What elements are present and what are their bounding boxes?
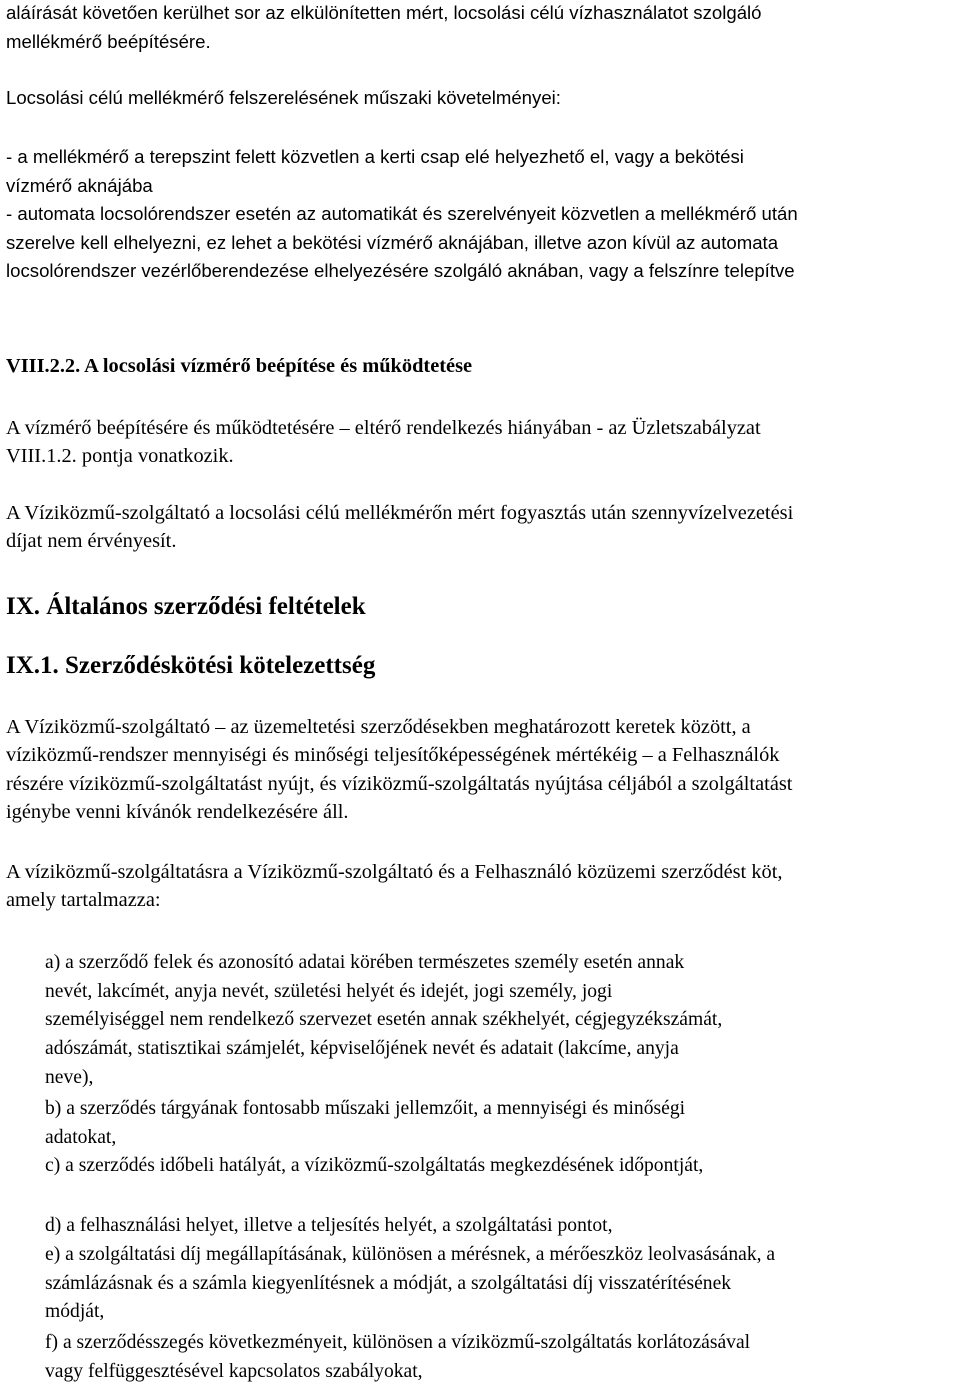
- list-item-f: f) a szerződésszegés következményeit, különösen a víziközmű-szolgáltatás korlátozásával vagy felfüggesztésével kapcsolatos szabályokat,: [45, 1332, 751, 1382]
- section-heading-ix-1: IX.1. Szerződéskötési kötelezettség: [6, 652, 376, 679]
- section-viii-2-2-paragraph-2: A Víziközmű-szolgáltató a locsolási célú mellékmérőn mért fogyasztás után szennyvízelvezetési díjat nem érvényesít.: [6, 502, 794, 553]
- section-heading-viii-2-2: VIII.2.2. A locsolási vízmérő beépítése és működtetése: [6, 355, 473, 377]
- requirements-title: Locsolási célú mellékmérő felszerelésének műszaki követelményei:: [6, 87, 561, 108]
- section-ix-1-paragraph-1: A Víziközmű-szolgáltató – az üzemeltetési szerződésekben meghatározott keretek között, a víziközmű-rendszer mennyiségi és minőségi teljesítőképességének mértékéig – a Felhasználók részére víziközmű-szolgáltatást nyújt, és víziközmű-szolgáltatás nyújtása céljából a szolgáltatást igénybe venni kívánók rendelkezésére áll.: [6, 716, 793, 824]
- chapter-heading-ix: IX. Általános szerződési feltételek: [6, 593, 366, 620]
- intro-line-2: mellékmérő beépítésére.: [6, 30, 211, 52]
- list-item-d: d) a felhasználási helyet, illetve a teljesítés helyét, a szolgáltatási pontot,: [45, 1215, 613, 1236]
- list-item-b: b) a szerződés tárgyának fontosabb műszaki jellemzőit, a mennyiségi és minőségi adatokat,: [45, 1098, 686, 1148]
- section-ix-1-paragraph-2: A víziközmű-szolgáltatásra a Víziközmű-szolgáltató és a Felhasználó közüzemi szerződést köt, amely tartalmazza:: [6, 861, 783, 912]
- intro-paragraph: [0, 0, 960, 56]
- list-item-e: e) a szolgáltatási díj megállapításának, különösen a mérésnek, a mérőeszköz leolvasásának, a számlázásnak és a számla kiegyenlítésnek a módját, a szolgáltatási díj visszatérítésének módját,: [45, 1244, 776, 1323]
- intro-line-1: aláírását követően kerülhet sor az elkülönítetten mért, locsolási célú vízhasználatot szolgáló: [6, 2, 762, 23]
- requirement-item-2: - automata locsolórendszer esetén az automatikát és szerelvényeit közvetlen a mellékmérő után szerelve kell elhelyezni, ez lehet a bekötési vízmérő aknájában, illetve azon kívül az automata locsolórendszer vezérlőberendezése elhelyezésére szolgáló aknában, vagy a felszínre telepítve: [6, 203, 798, 281]
- list-item-a: a) a szerződő felek és azonosító adatai körében természetes személy esetén annak nevét, lakcímét, anyja nevét, születési helyét és idejét, jogi személy, jogi személyiséggel nem rendelkező szervezet esetén annak székhelyét, cégjegyzékszámát, adószámát, statisztikai számjelét, képviselőjének nevét és adatait (lakcíme, anyja neve),: [45, 952, 723, 1088]
- requirement-item-1: - a mellékmérő a terepszint felett közvetlen a kerti csap elé helyezhető el, vagy a bekötési vízmérő aknájába: [6, 146, 744, 196]
- section-viii-2-2-paragraph-1: A vízmérő beépítésére és működtetésére – eltérő rendelkezés hiányában - az Üzletszabályzat VIII.1.2. pontja vonatkozik.: [6, 417, 761, 468]
- list-item-c: c) a szerződés időbeli hatályát, a víziközmű-szolgáltatás megkezdésének időpontját,: [45, 1155, 704, 1176]
